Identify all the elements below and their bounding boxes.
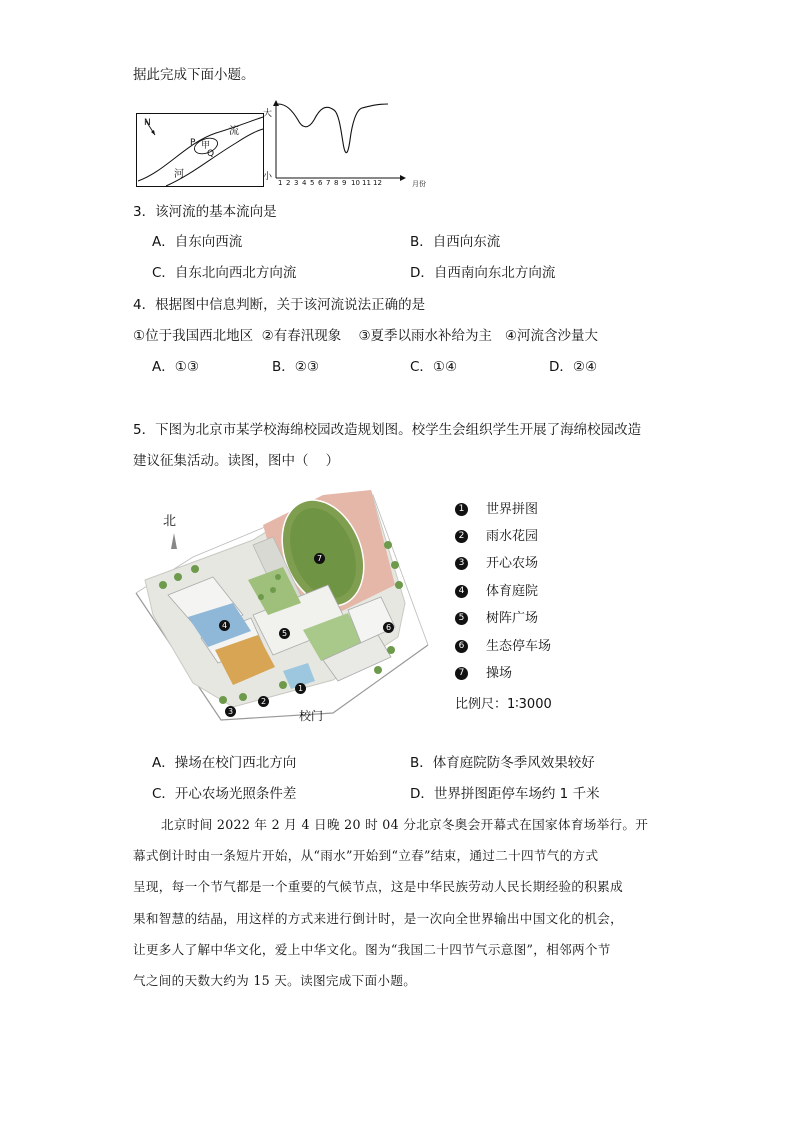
q5-option-c[interactable]: C．开心农场光照条件差	[152, 786, 297, 802]
y-axis-top-label: 大	[263, 109, 273, 119]
legend-number: 3	[455, 557, 468, 570]
legend-label: 体育庭院	[486, 584, 539, 599]
month-tick: 2	[286, 179, 291, 187]
q4-option-c[interactable]: C．①④	[410, 359, 458, 375]
map-marker-2: 2	[258, 696, 269, 707]
q4-stem: 4．根据图中信息判断，关于该河流说法正确的是	[133, 297, 426, 313]
campus-map	[133, 485, 443, 730]
river-map-drawing	[136, 113, 264, 187]
legend-number: 2	[455, 530, 468, 543]
legend-label: 树阵广场	[486, 611, 539, 626]
q3-option-a[interactable]: A．自东向西流	[152, 234, 243, 250]
river-label-liu: 流	[229, 126, 239, 137]
legend-item	[455, 527, 538, 547]
legend-label: 操场	[486, 666, 513, 681]
flow-curve-figure	[262, 100, 432, 192]
q3-option-c[interactable]: C．自东北向西北方向流	[152, 265, 297, 281]
q3-option-d[interactable]: D．自西南向东北方向流	[410, 265, 556, 281]
q5-option-a[interactable]: A．操场在校门西北方向	[152, 755, 297, 771]
point-p-label: P	[190, 138, 196, 148]
point-jia-label: 甲	[201, 141, 211, 151]
legend-item	[455, 500, 538, 520]
legend-number: 6	[455, 640, 468, 653]
month-tick: 7	[326, 179, 331, 187]
month-tick: 8	[334, 179, 339, 187]
map-marker-1: 1	[295, 683, 306, 694]
legend-number: 7	[455, 667, 468, 680]
map-marker-4: 4	[219, 620, 230, 631]
q5-stem-line1: 5．下图为北京市某学校海绵校园改造规划图。校学生会组织学生开展了海绵校园改造	[133, 422, 642, 438]
month-tick: 9	[342, 179, 347, 187]
river-label-he: 河	[174, 169, 184, 180]
month-tick: 10	[351, 179, 360, 187]
map-north-label: 北	[163, 514, 177, 529]
passage-line-6: 气之间的天数大约为 15 天。读图完成下面小题。	[133, 973, 417, 988]
passage-line-2: 幕式倒计时由一条短片开始，从“雨水”开始到“立春”结束，通过二十四节气的方式	[133, 848, 599, 863]
q4-statements: ①位于我国西北地区 ②有春汛现象 ③夏季以雨水补给为主 ④河流含沙量大	[133, 328, 599, 344]
q5-option-d[interactable]: D．世界拼图距停车场约 1 千米	[410, 786, 600, 802]
month-tick: 12	[373, 179, 382, 187]
legend-number: 4	[455, 585, 468, 598]
map-marker-7: 7	[314, 553, 325, 564]
map-marker-6: 6	[383, 622, 394, 633]
q5-option-b[interactable]: B．体育庭院防冬季风效果较好	[410, 755, 595, 771]
legend-item	[455, 609, 538, 629]
legend-number: 1	[455, 503, 468, 516]
map-scale: 比例尺：1∶3000	[455, 697, 552, 712]
map-gate-label: 校门	[299, 709, 324, 723]
month-tick: 5	[310, 179, 315, 187]
legend-label: 开心农场	[486, 556, 539, 571]
legend-item	[455, 554, 538, 574]
month-tick: 4	[302, 179, 307, 187]
month-ticks	[278, 179, 406, 187]
river-map-figure	[136, 113, 264, 187]
q4-option-b[interactable]: B．②③	[272, 359, 319, 375]
y-axis-bottom-label: 小	[263, 172, 273, 182]
campus-map-drawing	[133, 485, 443, 730]
point-q-label: Q	[207, 149, 215, 159]
legend-label: 生态停车场	[486, 639, 552, 654]
legend-label: 雨水花园	[486, 529, 539, 544]
q3-option-b[interactable]: B．自西向东流	[410, 234, 501, 250]
map-marker-5: 5	[279, 628, 290, 639]
legend-item	[455, 637, 551, 657]
north-label: N	[144, 118, 151, 128]
passage-line-5: 让更多人了解中华文化，爱上中华文化。图为“我国二十四节气示意图”，相邻两个节	[133, 942, 611, 957]
q4-option-a[interactable]: A．①③	[152, 359, 199, 375]
month-tick: 1	[278, 179, 283, 187]
legend-item	[455, 664, 512, 684]
passage-line-4: 果和智慧的结晶，用这样的方式来进行倒计时，是一次向全世界输出中国文化的机会，	[133, 911, 623, 926]
map-marker-3: 3	[225, 706, 236, 717]
legend-number: 5	[455, 612, 468, 625]
passage-line-3: 呈现，每一个节气都是一个重要的气候节点，这是中华民族劳动人民长期经验的积累成	[133, 879, 623, 894]
month-tick: 11	[362, 179, 371, 187]
month-tick: 6	[318, 179, 323, 187]
x-axis-unit: 月份	[412, 180, 426, 188]
intro-text: 据此完成下面小题。	[133, 67, 255, 83]
month-tick: 3	[294, 179, 299, 187]
q4-option-d[interactable]: D．②④	[549, 359, 598, 375]
q3-stem: 3．该河流的基本流向是	[133, 204, 277, 220]
passage-line-1: 北京时间 2022 年 2 月 4 日晚 20 时 04 分北京冬奥会开幕式在国家体育场举行。开	[161, 817, 649, 832]
q5-stem-line2: 建议征集活动。读图，图中（ ）	[133, 453, 340, 469]
legend-item	[455, 582, 538, 602]
legend-label: 世界拼图	[486, 502, 539, 517]
